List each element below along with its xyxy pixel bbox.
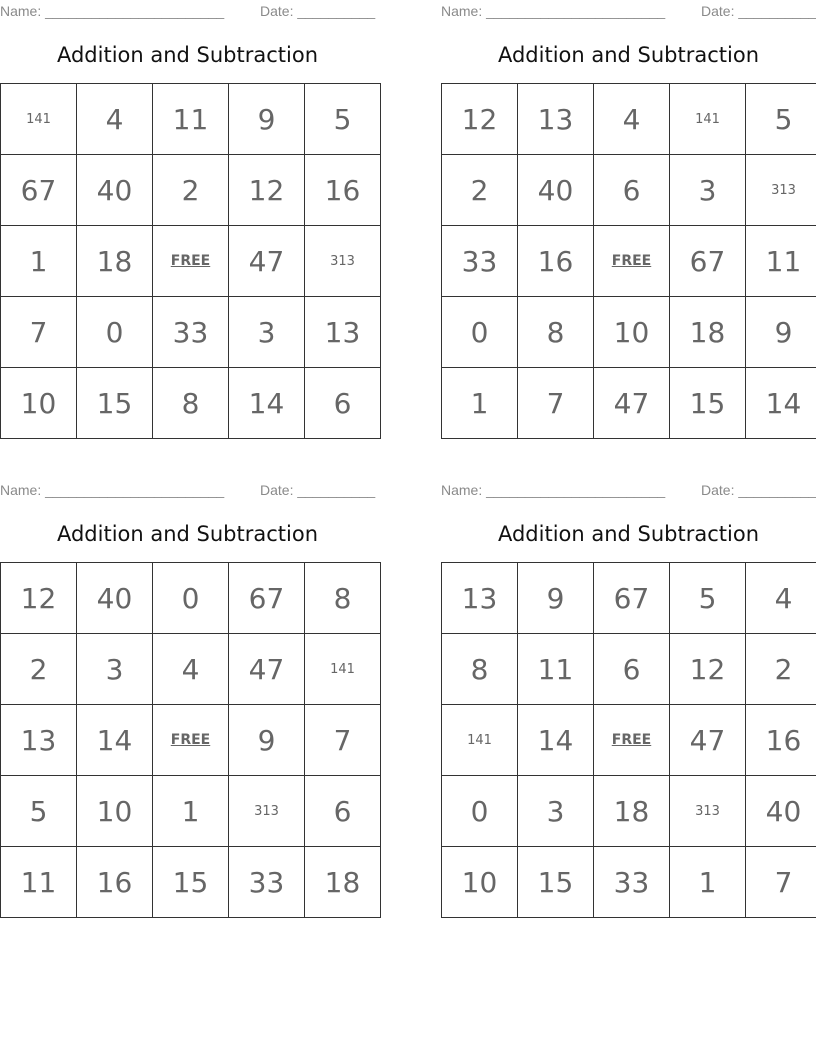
grid-cell[interactable]: 13 [305, 297, 381, 368]
grid-cell[interactable]: 33 [229, 847, 305, 918]
grid-cell[interactable]: 33 [594, 847, 670, 918]
grid-cell[interactable]: 15 [153, 847, 229, 918]
grid-cell[interactable]: 5 [670, 563, 746, 634]
date-field[interactable]: Date: __________ [260, 482, 376, 498]
grid-cell[interactable]: 11 [153, 84, 229, 155]
grid-cell[interactable]: 8 [153, 368, 229, 439]
grid-cell[interactable]: 40 [746, 776, 816, 847]
grid-cell[interactable]: 40 [77, 563, 153, 634]
card-title: Addition and Subtraction [497, 522, 760, 546]
grid-cell[interactable]: 16 [518, 226, 594, 297]
bingo-card-2 [441, 0, 816, 433]
grid-cell[interactable]: 141 [305, 634, 381, 705]
name-field[interactable]: Name: _______________________ [0, 482, 225, 498]
grid-cell[interactable]: 7 [305, 705, 381, 776]
grid-cell[interactable]: 14 [746, 368, 816, 439]
date-field[interactable]: Date: __________ [701, 482, 816, 498]
grid-cell[interactable]: 6 [594, 155, 670, 226]
card-title: Addition and Subtraction [497, 43, 760, 67]
free-space-cell[interactable]: FREE [594, 705, 670, 776]
grid-cell[interactable]: 40 [518, 155, 594, 226]
grid-cell[interactable]: 1 [1, 226, 77, 297]
grid-cell[interactable]: 33 [153, 297, 229, 368]
grid-cell[interactable]: 0 [442, 776, 518, 847]
free-space-cell[interactable]: FREE [594, 226, 670, 297]
grid-cell[interactable]: 12 [229, 155, 305, 226]
bingo-grid [441, 562, 816, 918]
grid-row [442, 226, 816, 297]
grid-row [442, 847, 816, 918]
grid-cell[interactable]: 67 [1, 155, 77, 226]
card-header [441, 479, 816, 501]
grid-cell[interactable]: 10 [1, 368, 77, 439]
grid-cell[interactable]: 9 [229, 705, 305, 776]
grid-cell[interactable]: 67 [594, 563, 670, 634]
grid-cell[interactable]: 0 [77, 297, 153, 368]
grid-cell[interactable]: 16 [305, 155, 381, 226]
grid-cell[interactable]: 15 [518, 847, 594, 918]
grid-row [442, 563, 816, 634]
grid-cell[interactable]: 18 [594, 776, 670, 847]
grid-cell[interactable]: 2 [153, 155, 229, 226]
grid-row [442, 634, 816, 705]
grid-cell[interactable]: 0 [153, 563, 229, 634]
grid-cell[interactable]: 1 [670, 847, 746, 918]
name-field[interactable]: Name: _______________________ [0, 3, 225, 19]
grid-cell[interactable]: 313 [229, 776, 305, 847]
card-header [441, 0, 816, 22]
grid-cell[interactable]: 4 [746, 563, 816, 634]
grid-cell[interactable]: 7 [1, 297, 77, 368]
grid-cell[interactable]: 6 [594, 634, 670, 705]
grid-cell[interactable]: 4 [594, 84, 670, 155]
grid-row [1, 226, 381, 297]
grid-cell[interactable]: 11 [518, 634, 594, 705]
grid-cell[interactable]: 5 [746, 84, 816, 155]
grid-cell[interactable]: 13 [518, 84, 594, 155]
bingo-card-3 [0, 479, 375, 912]
grid-cell[interactable]: 3 [670, 155, 746, 226]
grid-cell[interactable]: 10 [442, 847, 518, 918]
grid-cell[interactable]: 5 [1, 776, 77, 847]
grid-cell[interactable]: 8 [442, 634, 518, 705]
grid-cell[interactable]: 2 [1, 634, 77, 705]
grid-row [1, 84, 381, 155]
grid-row [442, 705, 816, 776]
grid-cell[interactable]: 67 [670, 226, 746, 297]
grid-row [1, 368, 381, 439]
bingo-card-4 [441, 479, 816, 912]
bingo-grid [441, 83, 816, 439]
grid-cell[interactable]: 14 [229, 368, 305, 439]
grid-row [1, 297, 381, 368]
grid-cell[interactable]: 3 [77, 634, 153, 705]
grid-cell[interactable]: 11 [746, 226, 816, 297]
grid-cell[interactable]: 33 [442, 226, 518, 297]
grid-row [1, 847, 381, 918]
grid-row [1, 563, 381, 634]
grid-cell[interactable]: 15 [77, 368, 153, 439]
grid-cell[interactable]: 67 [229, 563, 305, 634]
grid-cell[interactable]: 313 [746, 155, 816, 226]
grid-cell[interactable]: 7 [746, 847, 816, 918]
grid-cell[interactable]: 8 [518, 297, 594, 368]
grid-row [442, 776, 816, 847]
grid-cell[interactable]: 6 [305, 368, 381, 439]
grid-cell[interactable]: 5 [305, 84, 381, 155]
grid-cell[interactable]: 141 [1, 84, 77, 155]
grid-row [1, 155, 381, 226]
grid-cell[interactable]: 12 [442, 84, 518, 155]
grid-cell[interactable]: 14 [518, 705, 594, 776]
grid-cell[interactable]: 2 [442, 155, 518, 226]
grid-cell[interactable]: 3 [229, 297, 305, 368]
grid-row [442, 84, 816, 155]
grid-cell[interactable]: 4 [77, 84, 153, 155]
bingo-grid [0, 562, 381, 918]
grid-cell[interactable]: 13 [1, 705, 77, 776]
bingo-grid [0, 83, 381, 439]
grid-row [442, 155, 816, 226]
grid-cell[interactable]: 2 [746, 634, 816, 705]
grid-cell[interactable]: 1 [442, 368, 518, 439]
free-space-cell[interactable]: FREE [153, 226, 229, 297]
grid-cell[interactable]: 141 [442, 705, 518, 776]
name-field[interactable]: Name: _______________________ [441, 482, 666, 498]
grid-cell[interactable]: 47 [594, 368, 670, 439]
grid-cell[interactable]: 16 [77, 847, 153, 918]
grid-cell[interactable]: 313 [305, 226, 381, 297]
grid-cell[interactable]: 9 [229, 84, 305, 155]
grid-cell[interactable]: 18 [305, 847, 381, 918]
card-title: Addition and Subtraction [56, 43, 319, 67]
grid-cell[interactable]: 13 [442, 563, 518, 634]
grid-cell[interactable]: 40 [77, 155, 153, 226]
date-field[interactable]: Date: __________ [701, 3, 816, 19]
grid-cell[interactable]: 14 [77, 705, 153, 776]
grid-row [442, 297, 816, 368]
name-field[interactable]: Name: _______________________ [441, 3, 666, 19]
free-space-cell[interactable]: FREE [153, 705, 229, 776]
grid-cell[interactable]: 3 [518, 776, 594, 847]
grid-row [442, 368, 816, 439]
grid-cell[interactable]: 10 [594, 297, 670, 368]
grid-cell[interactable]: 1 [153, 776, 229, 847]
grid-cell[interactable]: 11 [1, 847, 77, 918]
grid-cell[interactable]: 313 [670, 776, 746, 847]
grid-cell[interactable]: 12 [1, 563, 77, 634]
bingo-card-1 [0, 0, 375, 433]
card-header [0, 0, 375, 22]
grid-row [1, 634, 381, 705]
grid-cell[interactable]: 6 [305, 776, 381, 847]
grid-cell[interactable]: 7 [518, 368, 594, 439]
grid-cell[interactable]: 47 [670, 705, 746, 776]
grid-cell[interactable]: 0 [442, 297, 518, 368]
grid-row [1, 776, 381, 847]
date-field[interactable]: Date: __________ [260, 3, 376, 19]
card-title: Addition and Subtraction [56, 522, 319, 546]
grid-cell[interactable]: 12 [670, 634, 746, 705]
card-header [0, 479, 375, 501]
grid-cell[interactable]: 10 [77, 776, 153, 847]
grid-cell[interactable]: 15 [670, 368, 746, 439]
grid-cell[interactable]: 47 [229, 226, 305, 297]
grid-cell[interactable]: 16 [746, 705, 816, 776]
grid-cell[interactable]: 141 [670, 84, 746, 155]
grid-cell[interactable]: 8 [305, 563, 381, 634]
grid-cell[interactable]: 18 [77, 226, 153, 297]
grid-cell[interactable]: 47 [229, 634, 305, 705]
grid-cell[interactable]: 18 [670, 297, 746, 368]
grid-cell[interactable]: 9 [746, 297, 816, 368]
grid-cell[interactable]: 9 [518, 563, 594, 634]
grid-row [1, 705, 381, 776]
grid-cell[interactable]: 4 [153, 634, 229, 705]
